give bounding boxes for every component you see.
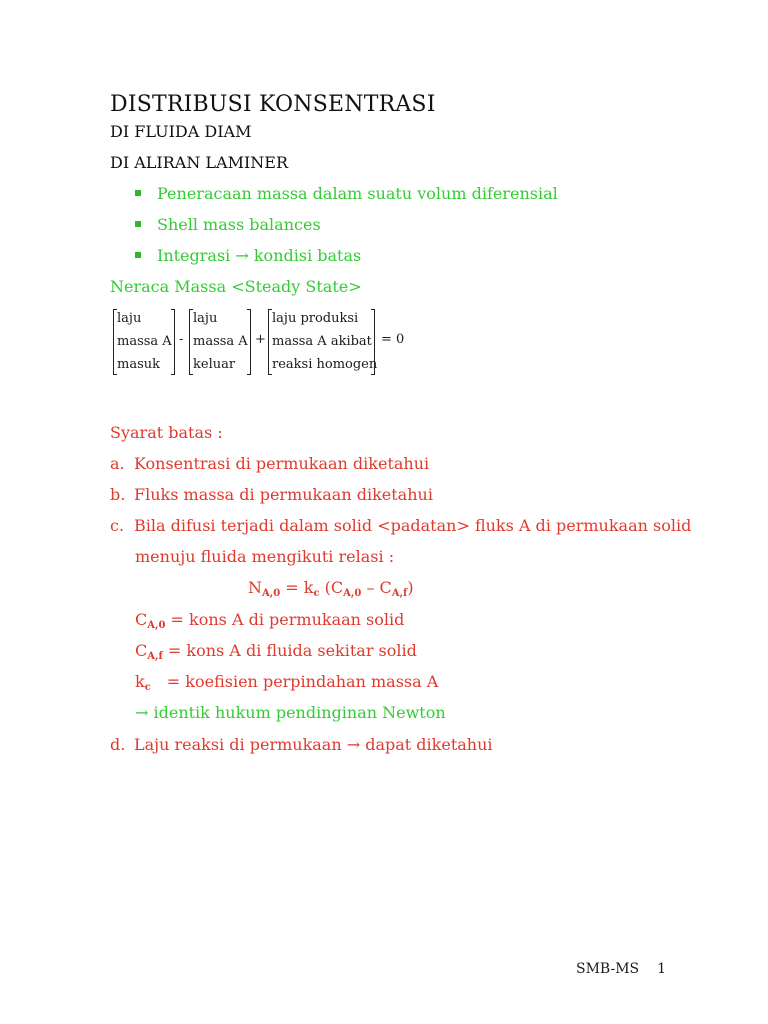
def-symbol: C [135, 610, 148, 629]
definition-caf [135, 641, 417, 662]
matrix-keluar [189, 309, 251, 375]
square-bullet-icon [135, 221, 141, 227]
matrix-cell: laju [117, 311, 142, 326]
newton-analogy-note: → identik hukum pendinginan Newton [135, 703, 446, 722]
item-letter: c. [110, 516, 125, 535]
def-text: = koefisien perpindahan massa A [166, 672, 439, 691]
matrix-produksi [268, 309, 376, 375]
subtitle-aliran-laminer: DI ALIRAN LAMINER [110, 153, 289, 172]
matrix-cell: massa A [117, 334, 172, 349]
right-bracket [171, 309, 175, 375]
subtitle-fluida-diam: DI FLUIDA DIAM [110, 122, 252, 141]
neraca-massa-heading: Neraca Massa <Steady State> [110, 277, 362, 296]
def-text: = kons A di permukaan solid [165, 610, 405, 629]
matrix-cell: massa A [193, 334, 248, 349]
page-title: DISTRIBUSI KONSENTRASI [110, 92, 436, 117]
def-text: = kons A di fluida sekitar solid [162, 641, 417, 660]
square-bullet-icon [135, 190, 141, 196]
plus-operator: + [255, 332, 266, 347]
syarat-batas-heading: Syarat batas : [110, 423, 223, 442]
item-letter: a. [110, 454, 125, 473]
flux-equation [248, 578, 414, 599]
list-item [110, 242, 670, 273]
def-sub: A,f [147, 651, 163, 662]
def-symbol: C [135, 641, 148, 660]
square-bullet-icon [135, 252, 141, 258]
eq-part: = k [280, 578, 314, 597]
item-letter: b. [110, 485, 126, 504]
eq-sub: c [313, 588, 320, 599]
bullet-text: Integrasi → kondisi batas [157, 246, 362, 265]
definition-ca0 [135, 610, 404, 631]
right-bracket [247, 309, 251, 375]
matrix-cell: keluar [193, 357, 236, 372]
matrix-masuk [113, 309, 175, 375]
right-bracket [371, 309, 375, 375]
matrix-cell: massa A akibat [272, 334, 372, 349]
eq-part: – C [361, 578, 392, 597]
equals-zero: = 0 [381, 332, 405, 347]
matrix-cell: laju produksi [272, 311, 359, 326]
def-sub: A,0 [147, 620, 166, 631]
item-text: Konsentrasi di permukaan diketahui [134, 454, 430, 473]
bullet-text: Shell mass balances [157, 215, 321, 234]
page-footer [576, 961, 666, 977]
bullet-list [110, 180, 670, 273]
eq-part: ) [407, 578, 414, 597]
eq-part: (C [319, 578, 344, 597]
minus-operator: - [179, 332, 184, 347]
eq-sub: A,0 [262, 588, 281, 599]
footer-code: SMB-MS [576, 961, 640, 977]
definition-kc [135, 672, 438, 693]
def-sub: c [144, 682, 151, 693]
eq-sub: A,0 [343, 588, 362, 599]
eq-part: N [248, 578, 262, 597]
bullet-text: Peneracaan massa dalam suatu volum diferensial [157, 184, 558, 203]
list-item [110, 180, 670, 211]
list-item [110, 211, 670, 242]
item-text: Fluks massa di permukaan diketahui [134, 485, 433, 504]
matrix-cell: reaksi homogen [272, 357, 378, 372]
page-number: 1 [657, 961, 667, 977]
eq-sub: A,f [391, 588, 408, 599]
item-text: Laju reaksi di permukaan → dapat diketahui [134, 735, 493, 754]
matrix-cell: laju [193, 311, 218, 326]
def-symbol: k [135, 672, 145, 691]
matrix-cell: masuk [117, 357, 160, 372]
condition-c-line1: Bila difusi terjadi dalam solid <padatan> fluks A di permukaan solid [134, 516, 692, 535]
item-letter: d. [110, 735, 126, 754]
condition-c-line2: menuju fluida mengikuti relasi : [135, 547, 395, 566]
